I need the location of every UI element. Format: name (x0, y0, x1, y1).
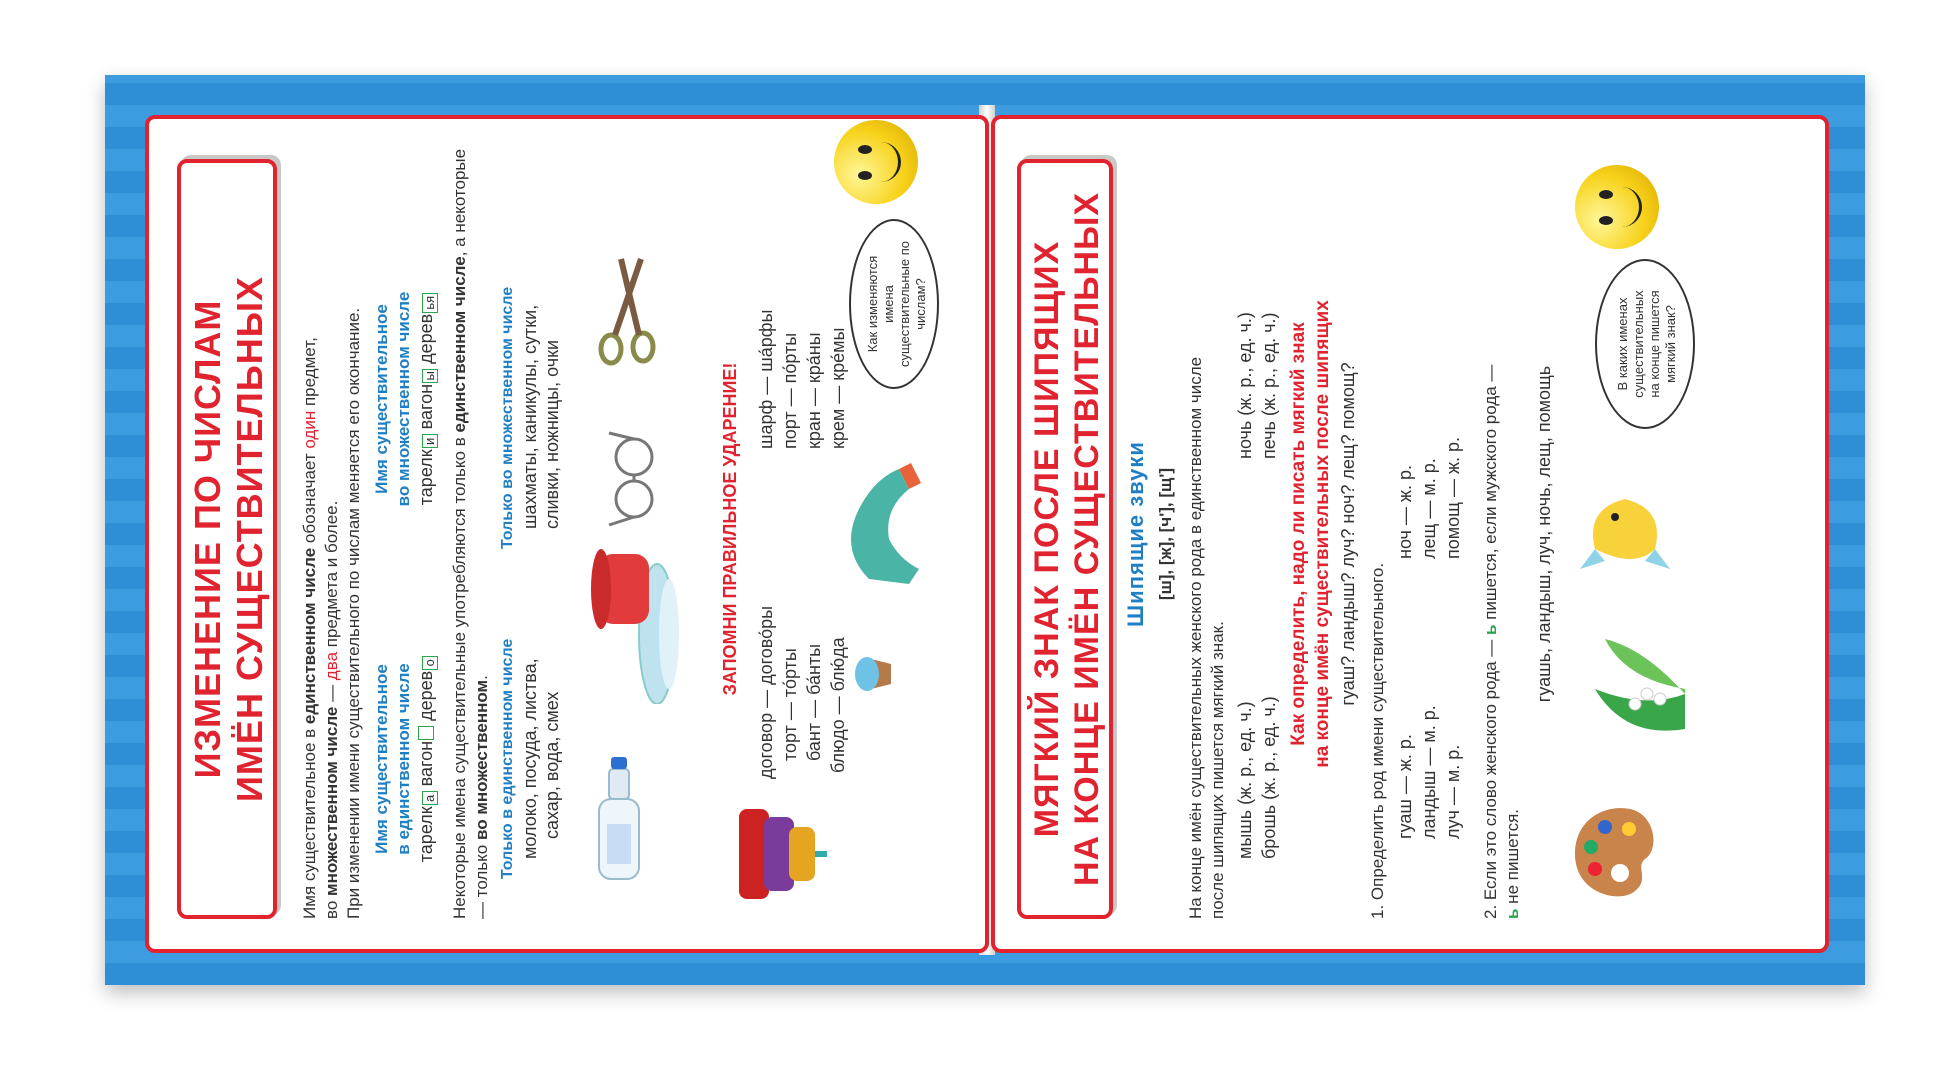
intro-text: Имя существительное в единственном числе обозначает один предмет, во множественном числе — два предмета и более. При изменении имени существительного по числам меняется его окончание. (300, 307, 363, 919)
left-page (145, 115, 989, 953)
step-item: ландыш — м. р. (1419, 705, 1439, 839)
cake-image (709, 799, 829, 909)
cupcake-image (849, 649, 894, 699)
step1-list-left (1393, 619, 1465, 839)
only-plural-block: Только во множественном числе шахматы, каникулы, сутки, сливки, ножницы, очки (499, 286, 562, 549)
left-speech-bubble: Как изменяются имена существительные по числам? (849, 219, 939, 389)
title-line-2: НА КОНЦЕ ИМЁН СУЩЕСТВИТЕЛЬНЫХ (1068, 191, 1106, 887)
question-block: Как определить, надо ли писать мягкий знак на конце имён существительных после шипящих (1288, 300, 1333, 768)
fish-image (1575, 479, 1675, 579)
left-page-title (177, 159, 277, 919)
examples-left (1233, 559, 1281, 859)
step-2: 2. Если это слово женского рода — ь пишется, если мужского рода — ь не пишется. (1481, 364, 1522, 919)
title-line-1: ИЗМЕНЕНИЕ ПО ЧИСЛАМ (187, 299, 228, 779)
stress-item: шарф — ша́рфы (756, 309, 776, 449)
stress-item: бант — ба́нты (804, 643, 824, 761)
title-line-1: МЯГКИЙ ЗНАК ПОСЛЕ ШИПЯЩИХ (1028, 240, 1066, 838)
lily-of-the-valley-image (1585, 629, 1695, 749)
left-page-content (149, 119, 985, 949)
stress-item: порт — по́рты (780, 332, 800, 449)
final-words: гуашь, ландыш, луч, ночь, лещ, помощь (1534, 365, 1554, 703)
palette-image (1565, 799, 1675, 909)
example-item: печь (ж. р., ед. ч.) (1259, 312, 1279, 459)
hissing-sounds-header: Шипящие звуки (1123, 441, 1148, 627)
stress-header: ЗАПОМНИ ПРАВИЛЬНОЕ УДАРЕНИЕ! (720, 362, 740, 696)
smiley-icon (834, 120, 918, 204)
question-words: гуаш? ландыш? луч? ноч? лещ? помощ? (1338, 362, 1358, 706)
singular-block: Имя существительное в единственном числе тарелка вагон дерево (371, 639, 438, 879)
sounds-list: [ш], [ж], [ч'], [щ'] (1156, 467, 1175, 601)
examples-right (1233, 159, 1281, 459)
smiley-icon (1575, 165, 1659, 249)
only-singular-block: Только в единственном числе молоко, посуда, листва, сахар, вода, смех (499, 638, 562, 879)
plural-block: Имя существительное во множественном числе тарелки вагоны деревья (372, 291, 437, 507)
only-number-text: Некоторые имена существительные употребляются только в единственном числе, а некоторые — только во множественном. (450, 148, 491, 919)
example-item: ночь (ж. р., ед. ч.) (1235, 312, 1255, 459)
milk-bottle-image (579, 749, 679, 909)
glasses-image (589, 429, 679, 529)
step-1: 1. Определить род имени существительного. (1368, 562, 1387, 919)
stress-item: крем — кре́мы (828, 327, 848, 449)
step-item: помощ — ж. р. (1443, 436, 1463, 559)
book-spread (105, 75, 1865, 985)
stress-item: блюдо — блю́да (828, 637, 848, 773)
rule-text: На конце имён существительных женского рода в единственном числе после шипящих пишется мягкий знак. (1186, 356, 1227, 919)
stress-item: кран — кра́ны (804, 332, 824, 449)
stress-item: торт — то́рты (780, 648, 800, 761)
stress-item: договор — догово́ры (756, 605, 776, 779)
step-item: лещ — м. р. (1419, 458, 1439, 559)
scissors-image (581, 249, 671, 369)
step1-list-right (1393, 339, 1465, 559)
example-item: брошь (ж. р., ед. ч.) (1259, 696, 1279, 859)
example-item: мышь (ж. р., ед. ч.) (1235, 701, 1255, 859)
title-line-2: ИМЁН СУЩЕСТВИТЕЛЬНЫХ (229, 276, 270, 802)
stress-list-right (754, 249, 850, 449)
right-page-content (995, 119, 1825, 949)
right-page-title (1017, 159, 1113, 919)
right-page (991, 115, 1829, 953)
step-item: ноч — ж. р. (1395, 465, 1415, 559)
step-item: гуаш — ж. р. (1395, 734, 1415, 839)
right-speech-bubble: В каких именах существительных на конце пишется мягкий знак? (1595, 259, 1695, 429)
scarf-image (829, 459, 929, 589)
pot-and-plate-image (579, 534, 689, 704)
step-item: луч — м. р. (1443, 744, 1463, 839)
